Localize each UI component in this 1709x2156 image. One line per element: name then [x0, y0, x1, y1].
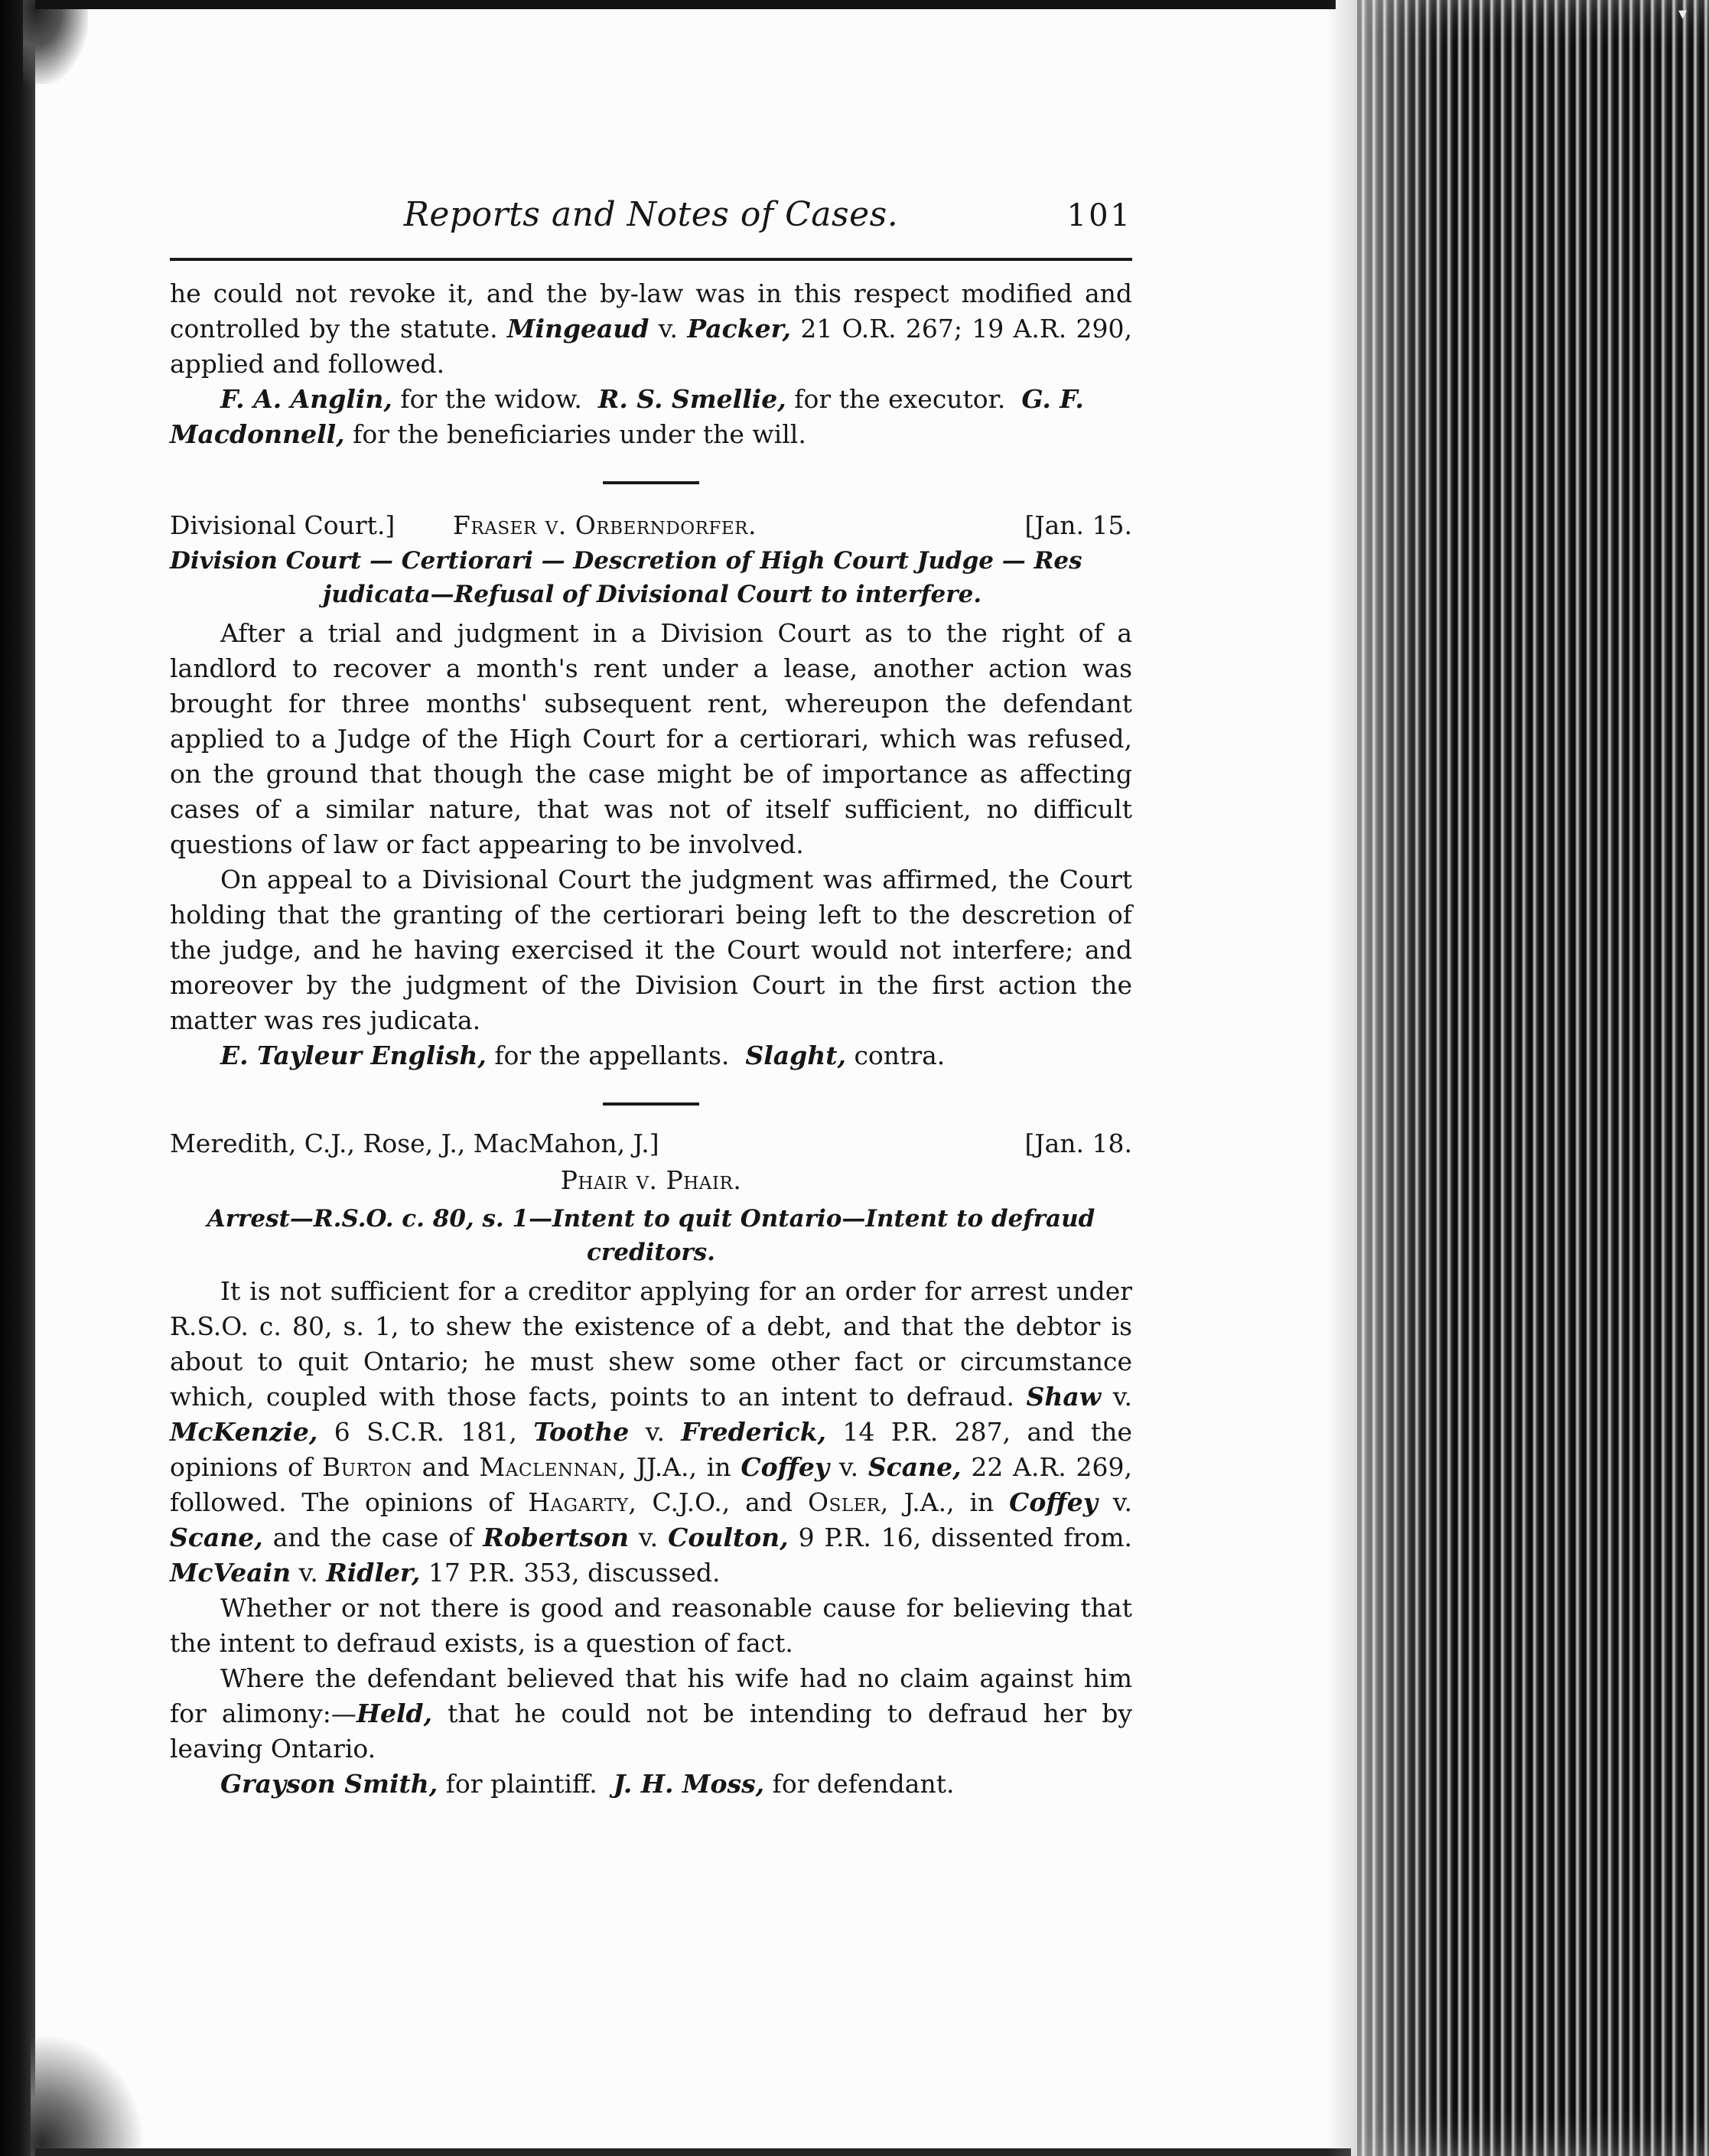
- case2-heading: [170, 507, 1132, 544]
- running-title: Reports and Notes of Cases.: [403, 195, 899, 234]
- case-name: Packer,: [687, 314, 792, 344]
- scan-artifact-bottom-left: [31, 2034, 145, 2156]
- case-name: Mingeaud: [506, 314, 649, 344]
- case2-headnote: Division Court — Certiorari — Descretion of High Court Judge — Res judicata—Refusal of Divisional Court to interfere.: [170, 547, 1082, 608]
- case1-conclusion: he could not revoke it, and the by-law was in this respect modified and controlled by the statute. Mingeaud v. Packer, 21 O.R. 267; 19 A.R. 290, applied and followed.: [170, 278, 1132, 379]
- case2-counsel: E. Tayleur English, for the appellants. Slaght, contra.: [220, 1041, 946, 1070]
- case1-counsel: F. A. Anglin, for the widow. R. S. Smellie, for the executor. G. F. Macdonnell, for the beneficiaries under the will.: [170, 384, 1084, 449]
- case2-paragraph-1: After a trial and judgment in a Division Court as to the right of a landlord to recover a month's rent under a lease, another action was brought for three months' subsequent rent, whereupon the defendant applied to a Judge of the High Court for a certiorari, which was refused, on the ground that though the case might be of importance as affecting cases of a similar nature, that was not of itself sufficient, no difficult questions of law or fact appearing to be involved.: [170, 618, 1132, 859]
- case-parties: Fraser v. Orberndorfer.: [453, 510, 757, 540]
- case3-counsel: Grayson Smith, for plaintiff. J. H. Moss, for defendant.: [220, 1769, 955, 1799]
- scan-edge-top: [35, 0, 1336, 9]
- scan-mark-icon: ▾: [1678, 5, 1688, 24]
- page-number: 101: [1066, 198, 1132, 233]
- case3-heading: [170, 1125, 1132, 1162]
- case3-paragraph-1: It is not sufficient for a creditor applying for an order for arrest under R.S.O. c. 80, s. 1, to shew the existence of a debt, and that the debtor is about to quit Ontario; he must shew some other fact or circumstance which, coupled with those facts, points to an intent to defraud. Shaw v. McKenzie, 6 S.C.R. 181, Toothe v. Frederick, 14 P.R. 287, and the opinions of Burton and Maclennan, JJ.A., in Coffey v. Scane, 22 A.R. 269, followed. The opinions of Hagarty, C.J.O., and Osler, J.A., in Coffey v. Scane, and the case of Robertson v. Coulton, 9 P.R. 16, dissented from. McVeain v. Ridler, 17 P.R. 353, discussed.: [170, 1276, 1133, 1588]
- case-date: [Jan. 15.: [1024, 510, 1132, 540]
- case2-paragraph-2: On appeal to a Divisional Court the judgment was affirmed, the Court holding that the granting of the certiorari being left to the descretion of the judge, and he having exercised it the Court would not interfere; and moreover by the judgment of the Division Court in the first action the matter was res judicata.: [170, 865, 1132, 1035]
- case3-paragraph-2: Whether or not there is good and reasonable cause for believing that the intent to defraud exists, is a question of fact.: [170, 1593, 1132, 1658]
- scan-edge-bottom: [35, 2148, 1351, 2156]
- court-label: Divisional Court.]: [170, 510, 396, 540]
- bench-label: Meredith, C.J., Rose, J., MacMahon, J.]: [170, 1128, 659, 1158]
- scan-artifact-top-left: [23, 0, 88, 84]
- running-header: [170, 195, 1132, 255]
- page-stack-edge-right: [1357, 0, 1709, 2156]
- text-column: [170, 195, 1132, 1802]
- binding-shadow-left: [0, 0, 35, 2156]
- case3-headnote: Arrest—R.S.O. c. 80, s. 1—Intent to quit Ontario—Intent to defraud creditors.: [207, 1205, 1095, 1266]
- case-date: [Jan. 18.: [1024, 1128, 1132, 1158]
- case3-paragraph-3: Where the defendant believed that his wife had no claim against him for alimony:—Held, that he could not be intending to defraud her by leaving Ontario.: [170, 1663, 1132, 1764]
- case-parties: Phair v. Phair.: [560, 1165, 742, 1195]
